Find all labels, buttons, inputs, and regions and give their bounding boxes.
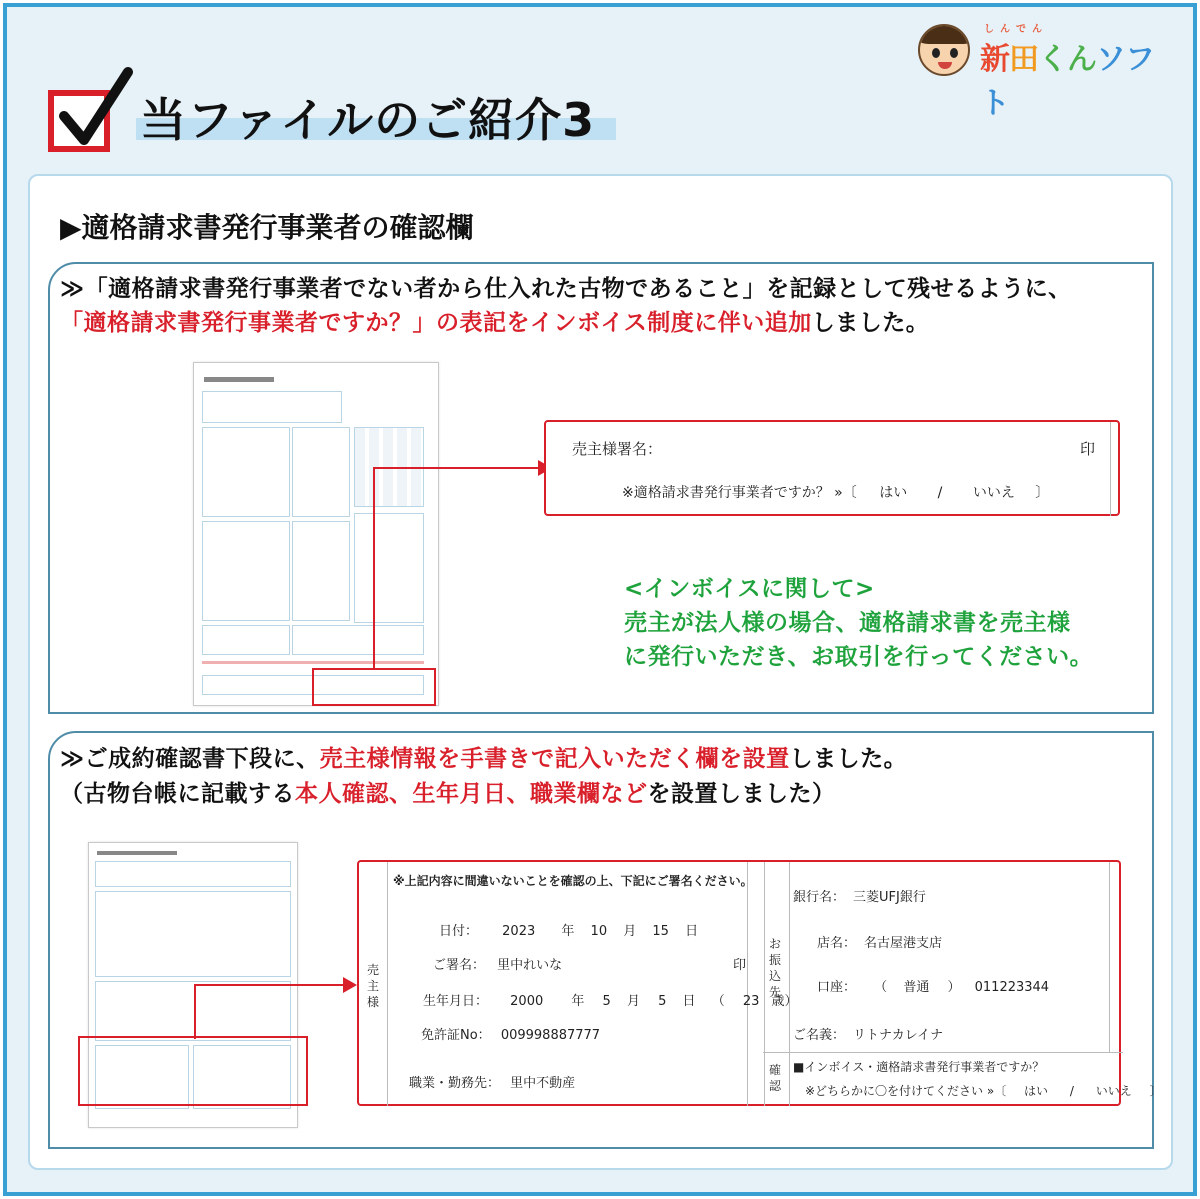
job-row: 職業・勤務先： 里中不動産 bbox=[409, 1076, 576, 1091]
holder-row: ご名義： リトナカレイナ bbox=[793, 1028, 944, 1043]
section-heading: ▶適格請求書発行事業者の確認欄 bbox=[60, 211, 474, 244]
branch-row: 店名： 名古屋港支店 bbox=[817, 936, 943, 951]
brand-logo bbox=[918, 20, 1168, 121]
account-row: 口座： （ 普通 ） 011223344 bbox=[817, 980, 1050, 995]
invoice-note-line1: 売主が法人様の場合、適格請求書を売主様 bbox=[624, 610, 1071, 636]
box2-line1: ≫ご成約確認書下段に、売主様情報を手書きで記入いただく欄を設置しました。 bbox=[60, 746, 908, 772]
highlight-rect-seller-info bbox=[78, 1036, 308, 1106]
name-row: ご署名： 里中れいな bbox=[433, 958, 563, 973]
seal-mark: 印 bbox=[1080, 440, 1096, 458]
signature-notice: ※上記内容に間違いないことを確認の上、下記にご署名ください。 bbox=[393, 874, 753, 888]
license-row: 免許証No： 009998887777 bbox=[421, 1028, 601, 1043]
mascot-face-icon bbox=[918, 24, 970, 76]
invoice-question-2: ■インボイス・適格請求書発行事業者ですか？ bbox=[793, 1060, 1045, 1074]
arrow-to-zoom-2 bbox=[185, 975, 365, 1045]
logo-text: 新田くんソフト bbox=[980, 42, 1154, 121]
invoice-options-2: ※どちらかに〇を付けてください »〔 はい / いいえ 〕 bbox=[805, 1084, 1162, 1098]
confirm-vertical-label: 確認 bbox=[769, 1063, 782, 1093]
checkmark-icon bbox=[54, 64, 134, 154]
logo-ruby: しんでん bbox=[984, 24, 1048, 35]
seller-vertical-label: 売主様 bbox=[367, 963, 380, 1009]
box2-line2: （古物台帳に記載する本人確認、生年月日、職業欄などを設置しました） bbox=[60, 781, 836, 807]
date-row: 日付： 2023 年 10 月 15 日 bbox=[439, 924, 699, 939]
box1-line1: ≫「適格請求書発行事業者でない者から仕入れた古物であること」を記録として残せるように、 bbox=[60, 276, 1072, 302]
name-seal: 印 bbox=[733, 958, 747, 973]
transfer-vertical-label: お振込先 bbox=[769, 937, 782, 999]
seller-signature-label: 売主様署名： bbox=[572, 440, 663, 458]
zoom-signature-section bbox=[544, 420, 1120, 516]
invoice-question: ※適格請求書発行事業者ですか？ »〔 はい / いいえ 〕 bbox=[622, 485, 1050, 501]
page-title: 当ファイルのご紹介3 bbox=[140, 93, 596, 147]
invoice-note-title: <インボイスに関して> bbox=[624, 576, 875, 602]
zoom-seller-info-section bbox=[357, 860, 1162, 1106]
birth-row: 生年月日： 2000 年 5 月 5 日 （ 23 歳） bbox=[423, 994, 798, 1009]
invoice-note-line2: に発行いただき、お取引を行ってください。 bbox=[624, 644, 1094, 670]
arrow-to-zoom-1 bbox=[360, 450, 560, 680]
box1-line2: 「適格請求書発行事業者ですか？」の表記をインボイス制度に伴い追加しました。 bbox=[60, 310, 930, 336]
bank-row: 銀行名： 三菱UFJ銀行 bbox=[793, 890, 926, 905]
